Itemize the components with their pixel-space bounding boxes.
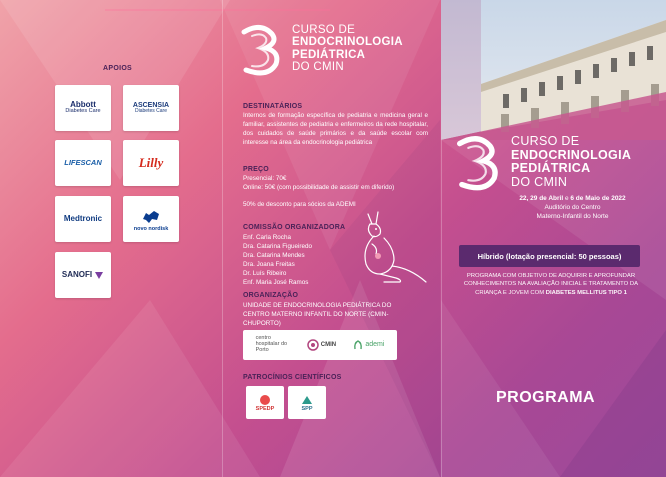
- ascensia-sub: Diabetes Care: [135, 108, 167, 115]
- dates-may: 6 de Maio de 2022: [570, 195, 626, 202]
- cmin-logo: [307, 339, 336, 351]
- ademi-name: ademi: [365, 341, 385, 349]
- course-title: [292, 24, 403, 74]
- cover-course-title: [511, 135, 631, 189]
- ademi-mark-icon: [353, 339, 363, 351]
- spedp-name: SPEDP: [255, 405, 275, 412]
- chp-name: centro hospitalar do Porto: [255, 335, 288, 353]
- comissao-member: Dra. Catarina Figueiredo: [243, 242, 312, 250]
- cover-three-logo-icon: [453, 135, 503, 191]
- kangaroo-illustration: [350, 208, 430, 288]
- title-line-4: DO CMIN: [292, 61, 344, 74]
- organizacao-logos: [243, 330, 397, 360]
- apoios-heading: APOIOS: [103, 65, 133, 72]
- destinatarios-text: Internos de formação específica de pediatria e medicina geral e familiar, assistentes de pediatria e enfermeiros da rede hospitalar, dos cuidados de saúde primários e da saúde escolar com interesse na área da endocrinologia pediátrica: [243, 112, 428, 146]
- title-line-1: CURSO DE: [292, 24, 356, 36]
- comissao-member: Dr. Luís Ribeiro: [243, 269, 287, 277]
- lifescan-logo: [55, 140, 111, 186]
- organizacao-heading: ORGANIZAÇÃO: [243, 292, 299, 299]
- cover-dates-line: [500, 195, 645, 204]
- comissao-member: Dra. Catarina Mendes: [243, 251, 305, 259]
- comissao-heading: COMISSÃO ORGANIZADORA: [243, 224, 346, 231]
- preco-discount: 50% de desconto para sócios da ADEMI: [243, 200, 356, 208]
- ademi-logo: [353, 339, 384, 351]
- organizacao-text: UNIDADE DE ENDOCRINOLOGIA PEDIÁTRICA DO CENTRO MATERNO INFANTIL DO NORTE (CMIN-CHUPORTO): [243, 302, 392, 327]
- panel-fold-1: [222, 0, 223, 477]
- venue-line-1: Auditório do Centro: [544, 203, 601, 211]
- venue-line-2: Materno-Infantil do Norte: [536, 212, 609, 220]
- spedp-mark-icon: [258, 394, 272, 406]
- course-title-block: [238, 24, 403, 76]
- objective-main: PROGRAMA COM OBJETIVO DE ADQUIRIR E APROFUNDAR CONHECIMENTOS NA AVALIAÇÃO INICIAL E TRATAMENTO DA CRIANÇA E JOVEM COM: [463, 273, 639, 296]
- dates-and: e: [563, 195, 571, 202]
- title-line-3: PEDIÁTRICA: [292, 48, 366, 61]
- dates-april: 22, 29 de Abril: [519, 195, 564, 202]
- preco-heading: PREÇO: [243, 166, 269, 173]
- cover-title-line-1: CURSO DE: [511, 134, 580, 148]
- cmin-mark-icon: [307, 339, 319, 351]
- comissao-member: Enf. Maria José Ramos: [243, 278, 309, 286]
- chp-logo: [256, 336, 290, 353]
- sanofi-logo: [55, 252, 111, 298]
- cover-title-line-2: ENDOCRINOLOGIA: [511, 147, 632, 162]
- hospital-photo: [441, 0, 666, 140]
- abbott-name: Abbott: [70, 99, 96, 109]
- ascensia-name: ASCENSIA: [132, 101, 170, 109]
- spp-mark-icon: [300, 394, 314, 406]
- abbott-sub: Diabetes Care: [65, 108, 101, 115]
- lilly-logo: [123, 140, 179, 186]
- preco-block: [243, 175, 433, 210]
- novo-nordisk-logo: [123, 196, 179, 242]
- objective-text: [457, 272, 645, 297]
- patrocinios-heading: PATROCÍNIOS CIENTÍFICOS: [243, 374, 342, 381]
- objective-bold: DIABETES MELLITUS TIPO 1: [545, 289, 627, 296]
- lifescan-name: LIFESCAN: [64, 158, 102, 168]
- bull-icon: [140, 205, 162, 227]
- abbott-logo: [55, 85, 111, 131]
- comissao-member: Dra. Joana Freitas: [243, 260, 295, 268]
- cover-title-line-3: PEDIÁTRICA: [511, 161, 591, 175]
- programa-label: PROGRAMA: [496, 389, 596, 406]
- destinatarios-heading: DESTINATÁRIOS: [243, 103, 303, 110]
- cover-dates: [500, 195, 645, 221]
- preco-online: Online: 50€ (com possibilidade de assistir em diferido): [243, 183, 395, 191]
- comissao-list: [243, 234, 353, 288]
- novo-nordisk-name: novo nordisk: [133, 226, 169, 233]
- hybrid-badge: Híbrido (lotação presencial: 50 pessoas): [459, 245, 640, 267]
- sanofi-name: SANOFI: [61, 269, 93, 279]
- ascensia-logo: [123, 85, 179, 131]
- lilly-name: Lilly: [138, 155, 164, 171]
- preco-presencial: Presencial: 70€: [243, 175, 287, 182]
- comissao-member: Enf. Carla Rocha: [243, 234, 291, 241]
- title-line-2: ENDOCRINOLOGIA: [292, 36, 403, 49]
- medtronic-name: Medtronic: [63, 213, 103, 223]
- medtronic-logo: [55, 196, 111, 242]
- spedp-logo: [246, 386, 284, 419]
- cover-title-line-4: DO CMIN: [511, 174, 568, 189]
- spp-name: SPP: [301, 405, 313, 412]
- sanofi-mark-icon: [94, 270, 104, 280]
- cover-title-block: [453, 135, 631, 191]
- three-logo-icon: [238, 24, 284, 76]
- spp-logo: [288, 386, 326, 419]
- cmin-name: CMIN: [320, 341, 337, 348]
